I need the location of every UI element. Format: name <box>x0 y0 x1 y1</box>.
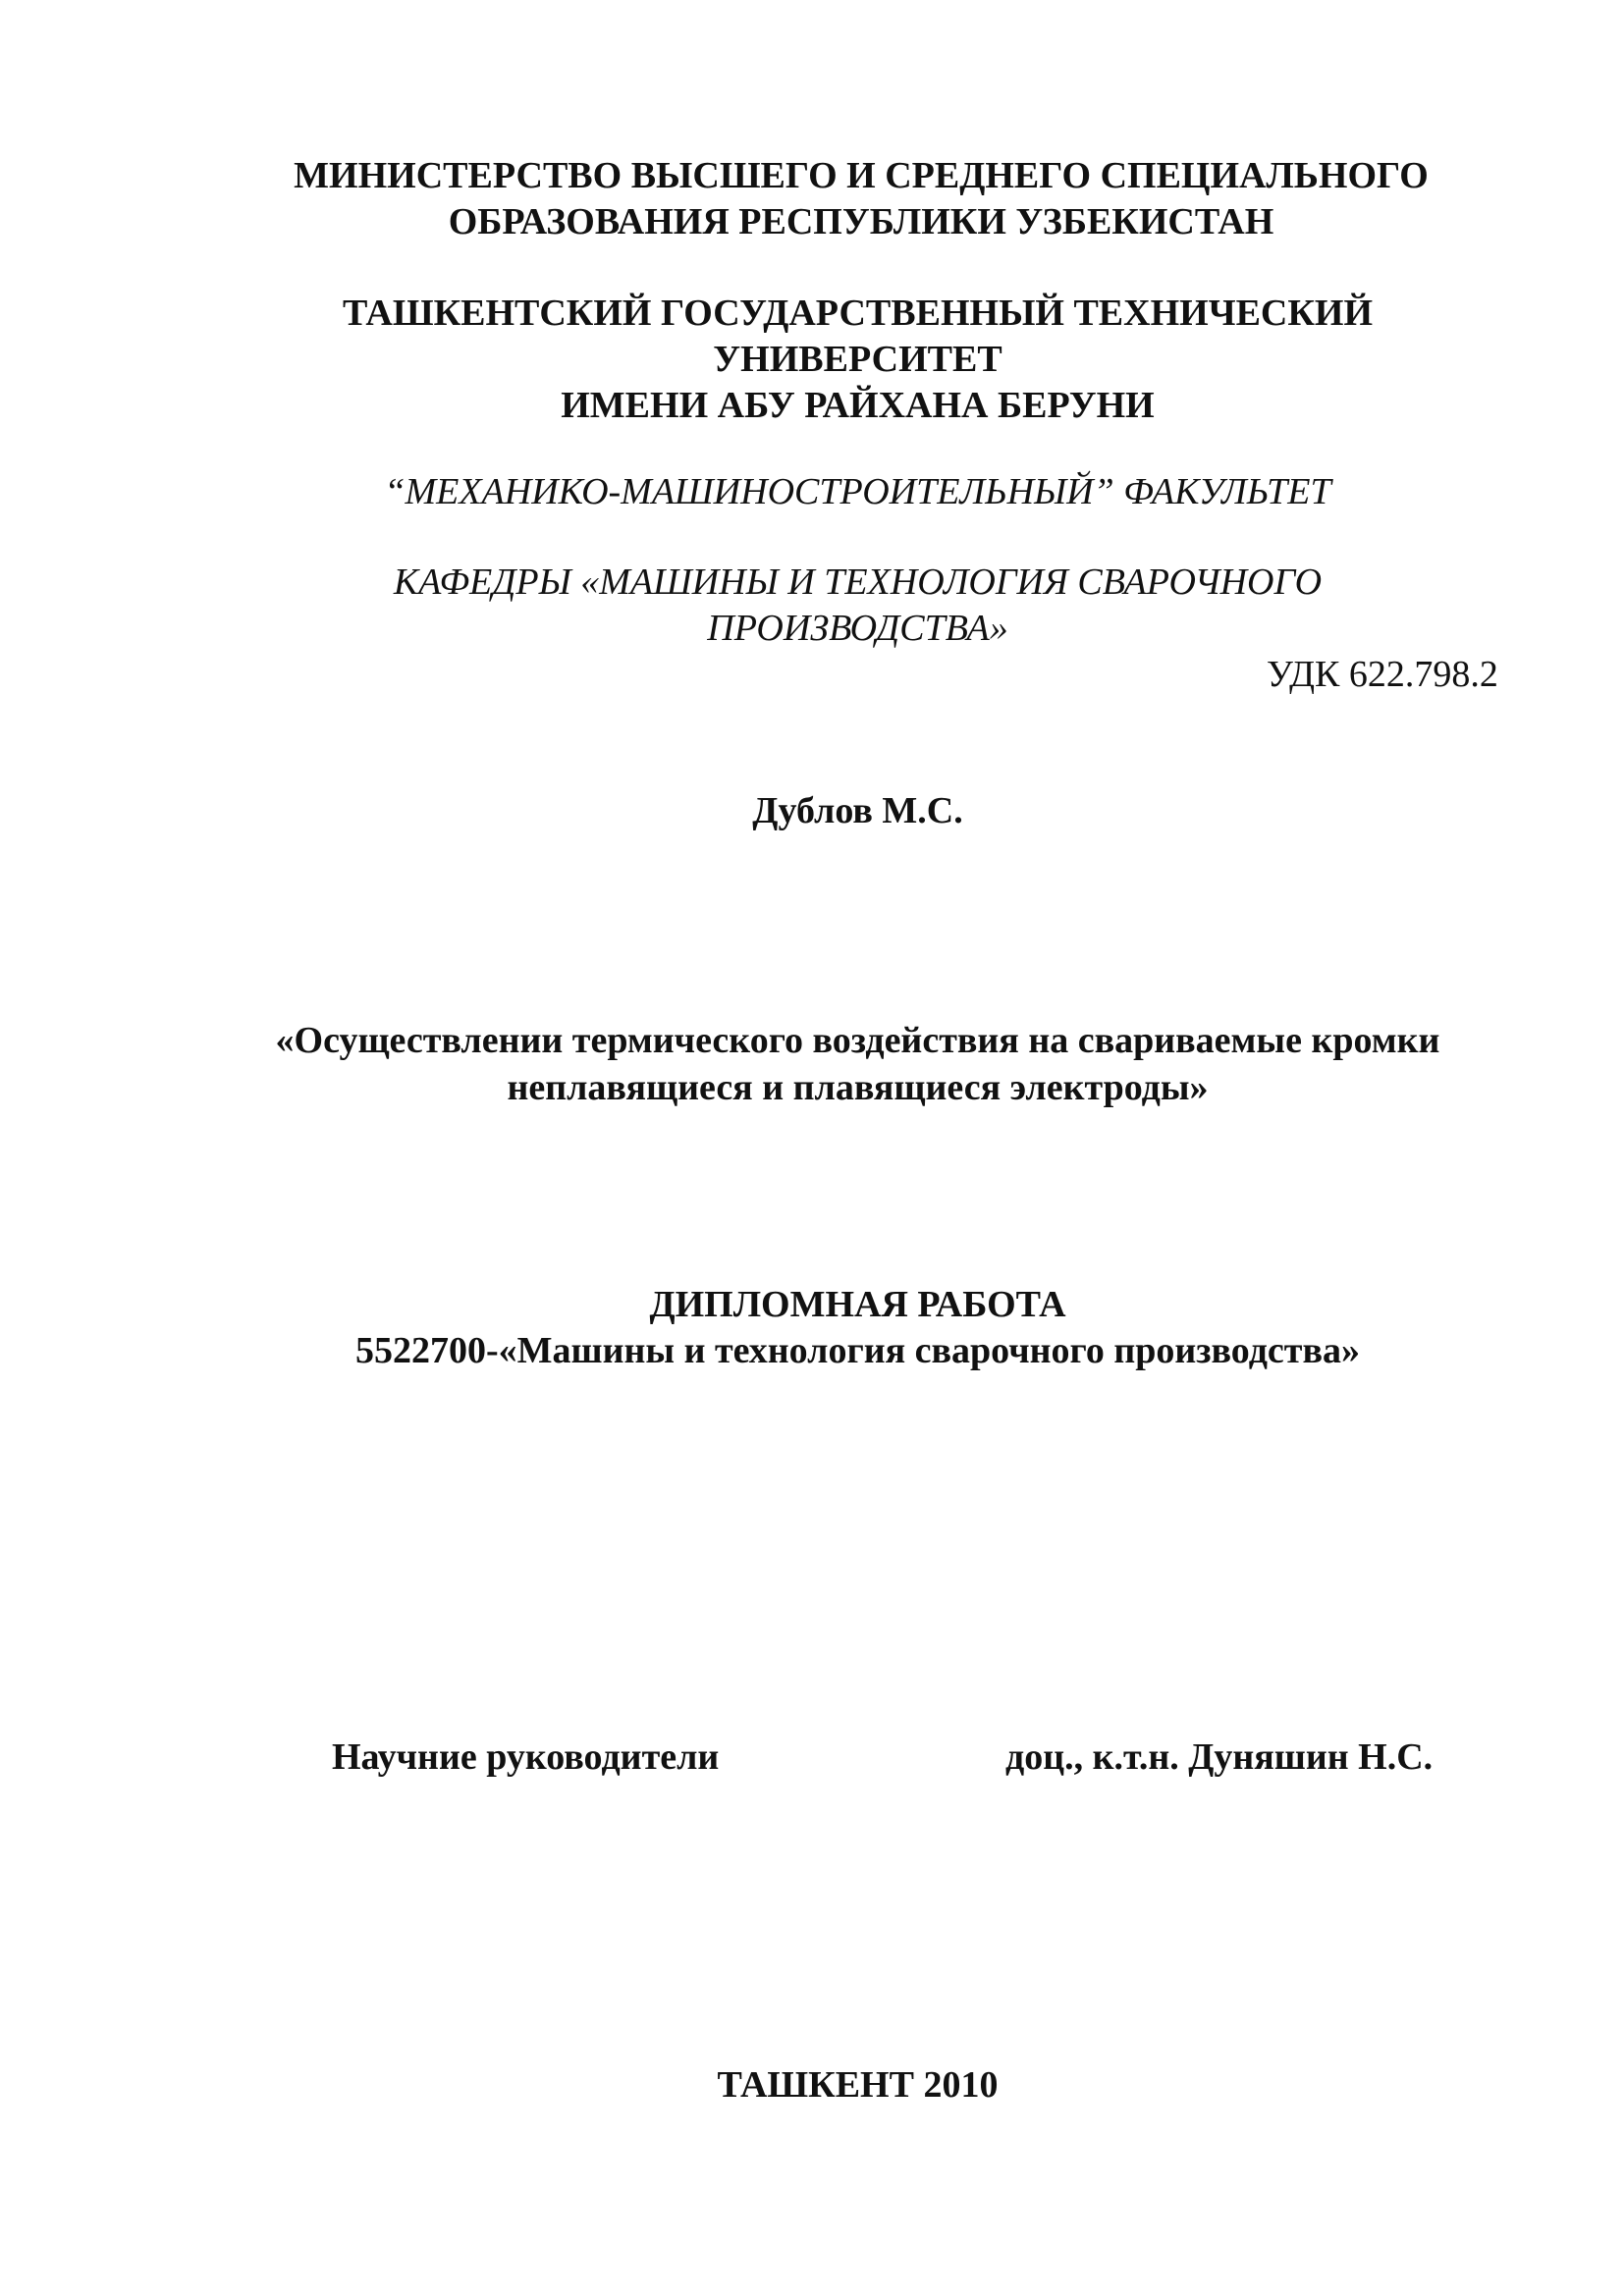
ministry-line-1: МИНИСТЕРСТВО ВЫСШЕГО И СРЕДНЕГО СПЕЦИАЛЬНОГО <box>294 155 1429 196</box>
city-year-line: ТАШКЕНТ 2010 <box>717 2064 999 2106</box>
supervisors-label: Научние руководители <box>332 1736 720 1778</box>
ministry-line-2: ОБРАЗОВАНИЯ РЕСПУБЛИКИ УЗБЕКИСТАН <box>448 201 1274 242</box>
thesis-title-line-2: неплавящиеся и плавящиеся электроды» <box>507 1067 1209 1108</box>
supervisors-name: доц., к.т.н. Дуняшин Н.С. <box>1005 1736 1434 1778</box>
work-type-specialty: 5522700-«Машины и технология сварочного производства» <box>355 1330 1360 1371</box>
author-name <box>0 788 1624 834</box>
faculty-line: “МЕХАНИКО-МАШИНОСТРОИТЕЛЬНЫЙ” ФАКУЛЬТЕТ <box>384 471 1331 512</box>
university-line-2: УНИВЕРСИТЕТ <box>713 339 1002 380</box>
author-line: Дублов М.С. <box>752 790 963 831</box>
work-type-label: ДИПЛОМНАЯ РАБОТА <box>649 1284 1066 1325</box>
university-line-3: ИМЕНИ АБУ РАЙХАНА БЕРУНИ <box>561 385 1155 426</box>
department-line-1: КАФЕДРЫ «МАШИНЫ И ТЕХНОЛОГИЯ СВАРОЧНОГО <box>393 561 1323 603</box>
ministry-heading <box>0 153 1624 245</box>
city-year <box>0 2062 1624 2109</box>
thesis-title-line-1: «Осуществлении термического воздействия на свариваемые кромки <box>275 1020 1440 1061</box>
faculty-heading <box>0 469 1624 515</box>
udc-code: УДК 622.798.2 <box>1267 654 1498 695</box>
thesis-title <box>0 1017 1624 1111</box>
department-line-2: ПРОИЗВОДСТВА» <box>707 608 1008 649</box>
university-heading <box>0 291 1624 429</box>
university-line-1: ТАШКЕНТСКИЙ ГОСУДАРСТВЕННЫЙ ТЕХНИЧЕСКИЙ <box>342 293 1374 334</box>
department-heading <box>0 560 1624 652</box>
work-type <box>0 1282 1624 1374</box>
